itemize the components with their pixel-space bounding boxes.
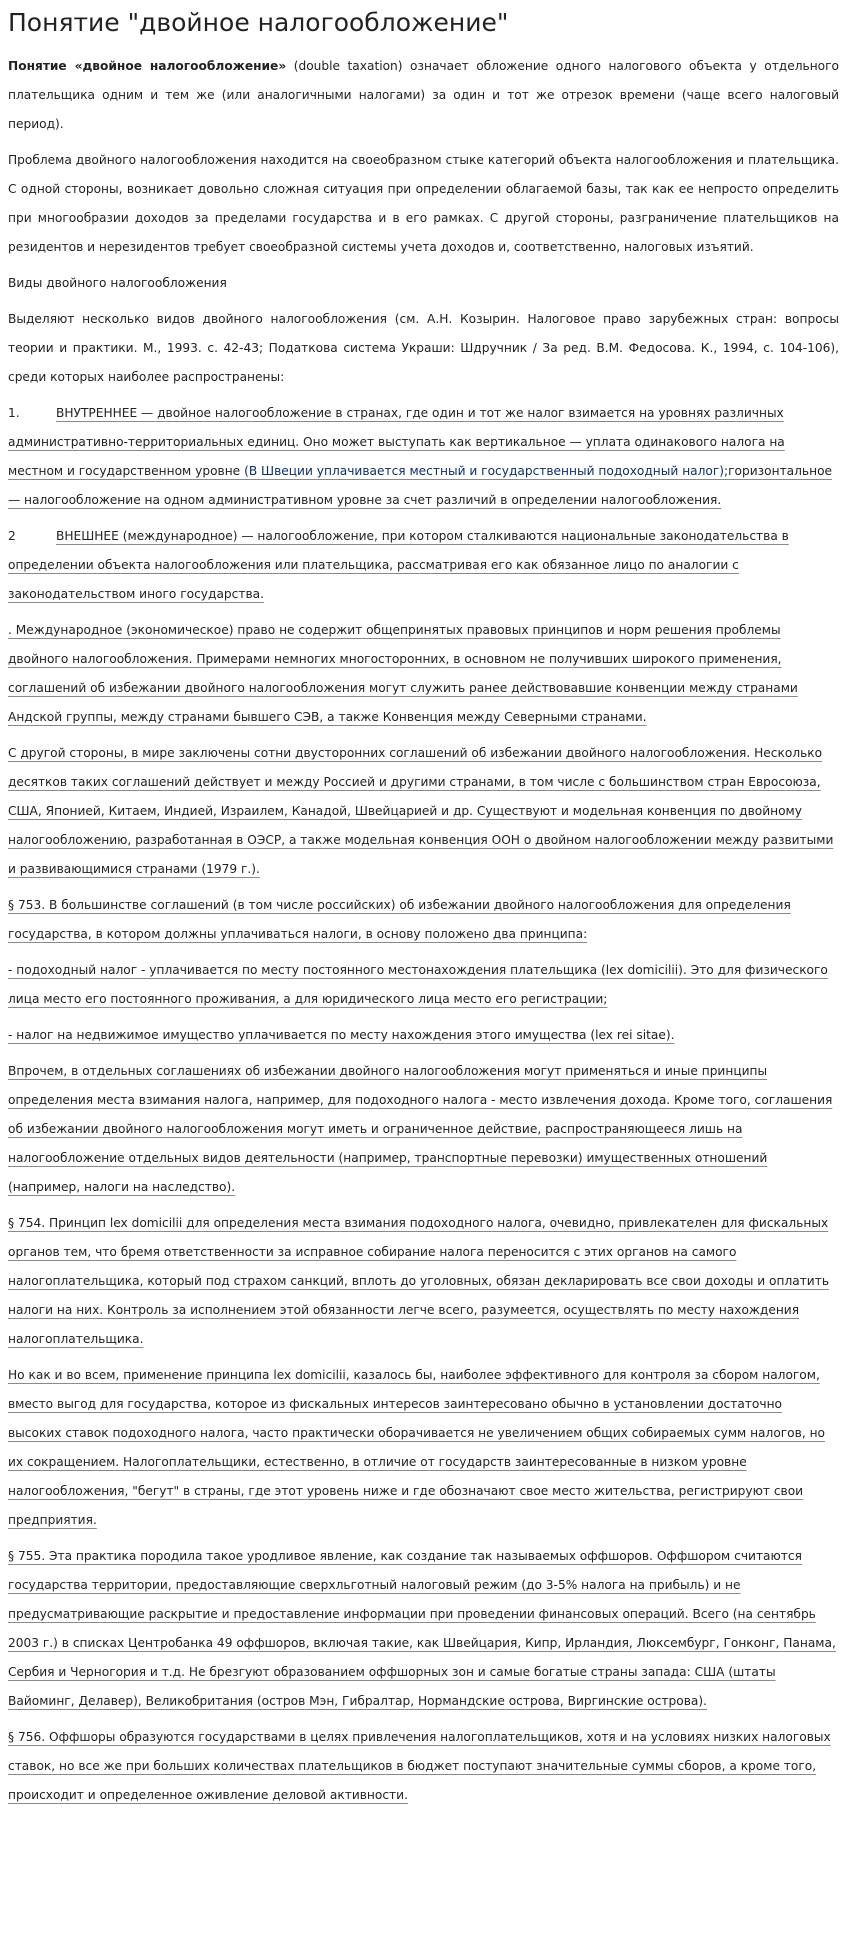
types-heading: Виды двойного налогообложения	[8, 276, 227, 290]
list-item-text-continued: горизонтальное — налогообложение на одном административном уровне за счет различий в определении налогообложения.	[8, 464, 833, 507]
list-item-text: ВНЕШНЕЕ (международное) — налогообложение, при котором сталкиваются национальные законодательства в определении объекта налогообложения или плательщика, рассматривая его как обязанное лицо по аналогии с законодательством иного государства.	[8, 529, 789, 601]
section-756-paragraph: § 756. Оффшоры образуются государствами в целях привлечения налогоплательщиков, хотя и на условиях низких налоговых ставок, но все же при больших количествах плательщиков в бюджет поступают значительные суммы сборов, а кроме того, происходит и определенное оживление деловой активности.	[8, 1730, 831, 1802]
list-item-number: 1.	[8, 406, 20, 420]
property-tax-principle: - налог на недвижимое имущество уплачивается по месту нахождения этого имущества (lex rei sitae).	[8, 1028, 675, 1042]
list-item-number: 2	[8, 529, 16, 543]
list-item-external	[8, 522, 839, 609]
list-item-internal	[8, 399, 839, 515]
intro-term: Понятие «двойное налогообложение»	[8, 59, 287, 73]
bilateral-agreements-paragraph: С другой стороны, в мире заключены сотни двусторонних соглашений об избежании двойного налогообложения. Несколько десятков таких соглашений действует и между Россией и другими странами, в том числе с большинством стран Евросоюза, США, Японией, Китаем, Индией, Израилем, Канадой, Швейцарией и др. Существуют и модельная конвенция по двойному налогообложению, разработанная в ОЭСР, а также модельная конвенция ООН о двойном налогообложении между развитыми и развивающимися странами (1979 г.).	[8, 746, 834, 876]
section-754-paragraph: § 754. Принцип lex domicilii для определения места взимания подоходного налога, очевидно, привлекателен для фискальных органов тем, что бремя ответственности за исправное собирание налога переносится с этих органов на самого налогоплательщика, который под страхом санкций, вплоть до уголовных, обязан декларировать все свои доходы и оплатить налоги на них. Контроль за исполнением этой обязанности легче всего, разумеется, осуществлять по месту нахождения налогоплательщика.	[8, 1216, 830, 1346]
lex-domicilii-paragraph: Но как и во всем, применение принципа lex domicilii, казалось бы, наиболее эффективного для контроля за сбором налогом, вместо выгод для государства, которое из фискальных интересов заинтересовано обычно в установлении достаточно высоких ставок подоходного налога, часто практически оборачивается не увеличением общих собираемых сумм налогов, но их сокращением. Налогоплательщики, естественно, в отличие от государств заинтересованные в низком уровне налогообложения, "бегут" в страны, где этот уровень ниже и где обозначают свое место жительства, регистрируют свои предприятия.	[8, 1368, 825, 1527]
income-tax-principle: - подоходный налог - уплачивается по месту постоянного местонахождения плательщика (lex domicilii). Это для физического лица место его постоянного проживания, а для юридического лица место его регистрации;	[8, 963, 828, 1006]
types-paragraph: Выделяют несколько видов двойного налогообложения (см. А.Н. Козырин. Налоговое право зарубежных стран: вопросы теории и практики. М., 1993. с. 42-43; Податкова система Украши: Шдручник / За ред. В.М. Федосова. К., 1994, с. 104-106), среди которых наиболее распространены:	[8, 312, 839, 384]
intro-paragraph	[8, 52, 839, 139]
section-755-paragraph: § 755. Эта практика породила такое уродливое явление, как создание так называемых оффшоров. Оффшором считаются государства территории, предоставляющие сверхльготный налоговый режим (до 3-5% налога на прибыль) и не предусматривающие раскрытие и предоставление информации при проведении финансовых операций. Всего (на сентябрь 2003 г.) в списках Центробанка 49 оффшоров, включая такие, как Швейцария, Кипр, Ирландия, Люксембург, Гонконг, Панама, Сербия и Черногория и т.д. Не брезгуют образованием оффшорных зон и самые богатые страны запада: США (штаты Вайоминг, Делавер), Великобритания (остров Мэн, Гибралтар, Нормандские острова, Виргинские острова).	[8, 1549, 836, 1708]
other-principles-paragraph: Впрочем, в отдельных соглашениях об избежании двойного налогообложения могут применяться и иные принципы определения места взимания налога, например, для подоходного налога - место извлечения дохода. Кроме того, соглашения об избежании двойного налогообложения могут иметь и ограниченное действие, распространяющееся лишь на налогообложение отдельных видов деятельности (например, транспортные перевозки) имущественных отношений (например, налоги на наследство).	[8, 1064, 833, 1194]
intro-text: (double taxation) означает обложение одного налогового объекта у отдельного плательщика одним и тем же (или аналогичными налогами) за один и тот же отрезок времени (чаще всего налоговый период).	[8, 59, 839, 131]
page-title: Понятие "двойное налогообложение"	[8, 8, 509, 37]
problem-paragraph: Проблема двойного налогообложения находится на своеобразном стыке категорий объекта налогообложения и плательщика. С одной стороны, возникает довольно сложная ситуация при определении облагаемой базы, так как ее непросто определить при многообразии доходов за пределами государства и в его рамках. С другой стороны, разграничение плательщиков на резидентов и нерезидентов требует своеобразной системы учета доходов и, соответственно, налоговых изъятий.	[8, 153, 839, 254]
section-753-paragraph: § 753. В большинстве соглашений (в том числе российских) об избежании двойного налогообложения для определения государства, в котором должны уплачиваться налоги, в основу положено два принципа:	[8, 898, 791, 941]
international-law-paragraph: . Международное (экономическое) право не содержит общепринятых правовых принципов и норм решения проблемы двойного налогообложения. Примерами немногих многосторонних, в основном не получивших широкого применения, соглашений об избежании двойного налогообложения могут служить ранее действовавшие конвенции между странами Андской группы, между странами бывшего СЭВ, а также Конвенция между Северными странами.	[8, 623, 798, 724]
list-item-text: ВНУТРЕННЕЕ — двойное налогообложение в странах, где один и тот же налог взимается на уровнях различных административно-территориальных единиц. Оно может выступать как вертикальное — уплата одинакового налога на местном и государственном уровне	[8, 406, 785, 478]
list-item-example: (В Швеции уплачивается местный и государственный подоходный налог);	[244, 464, 729, 478]
